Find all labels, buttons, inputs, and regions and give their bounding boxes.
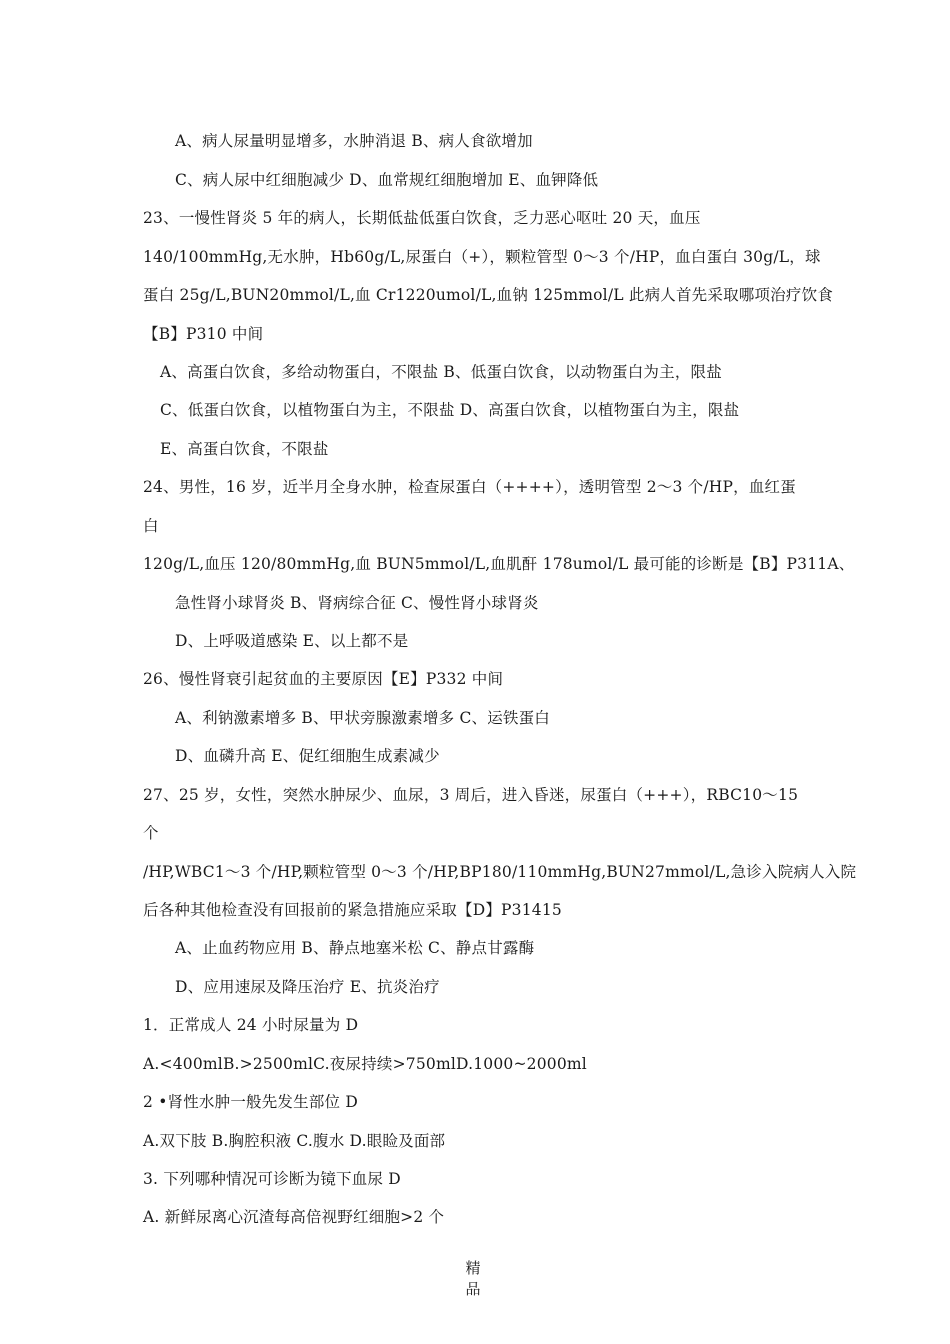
page-footer: 精品 (465, 1259, 481, 1298)
option-line: D、应用速尿及降压治疗 E、抗炎治疗 (175, 978, 440, 996)
question-23: 23、一慢性肾炎 5 年的病人，长期低盐低蛋白饮食，乏力恶心呕吐 20 天，血压 (143, 209, 701, 227)
question-1: 1．正常成人 24 小时尿量为 D (143, 1016, 359, 1034)
option-line: A. 新鲜尿离心沉渣每高倍视野红细胞>2 个 (143, 1208, 445, 1226)
text-line: /HP,WBC1～3 个/HP,颗粒管型 0～3 个/HP,BP180/110mmHg,BUN27mmol/L,急诊入院病人入院 (143, 863, 857, 881)
question-3: 3. 下列哪种情况可诊断为镜下血尿 D (143, 1170, 401, 1188)
option-line: A.双下肢 B.胸腔积液 C.腹水 D.眼睑及面部 (143, 1132, 446, 1150)
text-line: 140/100mmHg,无水肿，Hb60g/L,尿蛋白（+），颗粒管型 0～3 个/HP，血白蛋白 30g/L，球 (143, 248, 821, 266)
option-line: 急性肾小球肾炎 B、肾病综合征 C、慢性肾小球肾炎 (175, 594, 539, 612)
text-line: 白 (143, 517, 159, 535)
question-2: 2 •肾性水肿一般先发生部位 D (143, 1093, 358, 1111)
option-line: A、止血药物应用 B、静点地塞米松 C、静点甘露酶 (175, 939, 535, 957)
answer-reference: 【B】P310 中间 (143, 325, 264, 343)
question-24: 24、男性，16 岁，近半月全身水肿，检查尿蛋白（++++），透明管型 2～3 个/HP，血红蛋 (143, 478, 796, 496)
option-line: A、利钠激素增多 B、甲状旁腺激素增多 C、运铁蛋白 (175, 709, 550, 727)
text-line: 个 (143, 824, 159, 842)
text-line: 后各种其他检查没有回报前的紧急措施应采取【D】P31415 (143, 901, 562, 919)
option-line: D、血磷升高 E、促红细胞生成素减少 (175, 747, 440, 765)
question-26: 26、慢性肾衰引起贫血的主要原因【E】P332 中间 (143, 670, 504, 688)
text-line: 蛋白 25g/L,BUN20mmol/L,血 Cr1220umol/L,血钠 125mmol/L 此病人首先采取哪项治疗饮食 (143, 286, 833, 304)
text-line: 120g/L,血压 120/80mmHg,血 BUN5mmol/L,血肌酐 178umol/L 最可能的诊断是【B】P311A、 (143, 555, 855, 573)
option-line: D、上呼吸道感染 E、以上都不是 (175, 632, 409, 650)
question-27: 27、25 岁，女性，突然水肿尿少、血尿，3 周后，进入昏迷，尿蛋白（+++），RBC10～15 (143, 786, 799, 804)
text-line: A、病人尿量明显增多，水肿消退 B、病人食欲增加 (175, 132, 533, 150)
option-line: E、高蛋白饮食，不限盐 (160, 440, 329, 458)
option-line: C、低蛋白饮食，以植物蛋白为主，不限盐 D、高蛋白饮食，以植物蛋白为主，限盐 (160, 401, 740, 419)
option-line: A、高蛋白饮食，多给动物蛋白，不限盐 B、低蛋白饮食，以动物蛋白为主，限盐 (160, 363, 722, 381)
text-line: C、病人尿中红细胞减少 D、血常规红细胞增加 E、血钾降低 (175, 171, 599, 189)
option-line: A.<400mlB.>2500mlC.夜尿持续>750mlD.1000~2000ml (143, 1055, 587, 1073)
